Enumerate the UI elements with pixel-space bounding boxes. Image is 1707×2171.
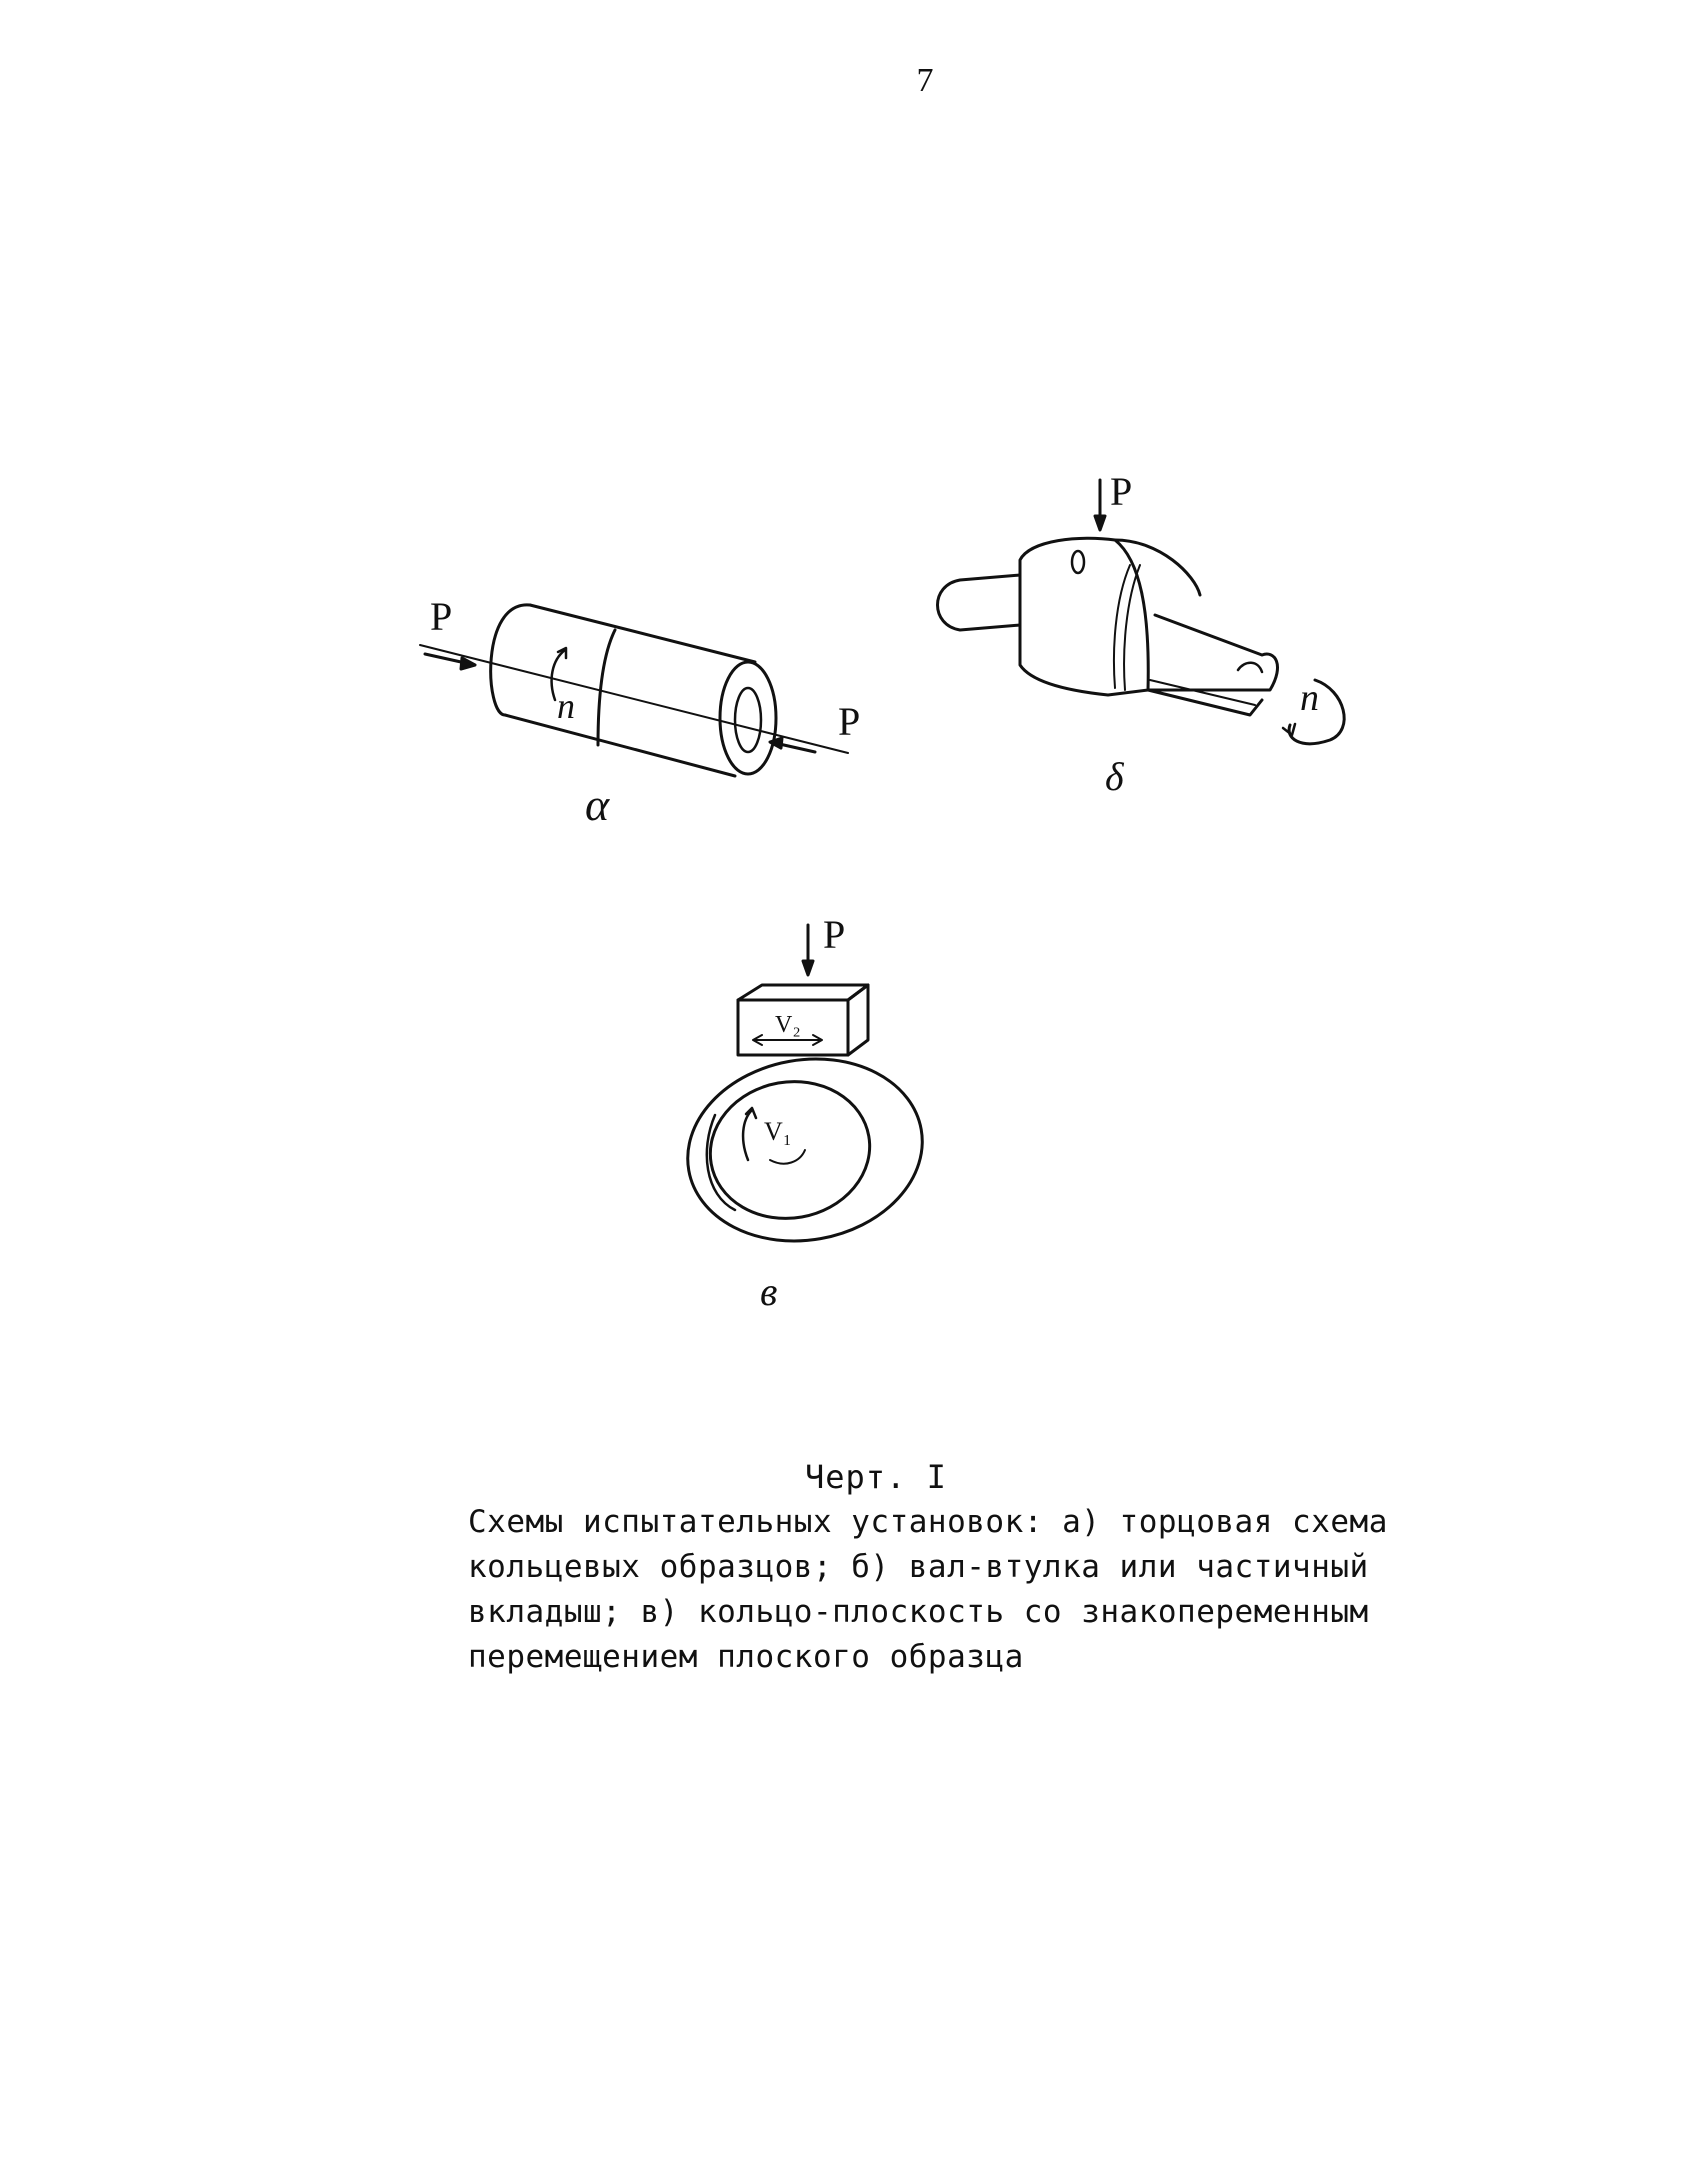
shaft-right-body bbox=[1148, 615, 1278, 690]
cylinder-top-edge bbox=[530, 605, 755, 662]
shaft-keyway bbox=[1150, 680, 1255, 705]
label-c: в bbox=[760, 1269, 778, 1314]
label-a: α bbox=[585, 779, 610, 830]
rotation-label-b: n bbox=[1300, 677, 1319, 719]
oil-hole bbox=[1072, 551, 1084, 573]
shaft-left-end bbox=[938, 575, 1021, 630]
figure-caption: Схемы испытательных установок: а) торцовая схема кольцевых образцов; б) вал-втулка или частичный вкладыш; в) кольцо-плоскость со знакопеременным перемещением плоского образца bbox=[468, 1504, 1388, 1675]
label-b: δ bbox=[1105, 754, 1124, 799]
page-number: 7 bbox=[916, 62, 934, 99]
block-side bbox=[848, 985, 868, 1055]
ring-split-line bbox=[598, 630, 615, 745]
rotation-label-a: n bbox=[557, 686, 575, 726]
force-label-a-left: P bbox=[430, 594, 453, 639]
diagram-a-ring-specimens bbox=[420, 594, 860, 830]
cylinder-left-end bbox=[491, 605, 530, 715]
bushing-top-arc bbox=[1115, 540, 1200, 595]
diagram-b-shaft-bushing bbox=[938, 469, 1345, 799]
shaft-notch bbox=[1238, 663, 1262, 672]
bushing-groove-1 bbox=[1114, 565, 1130, 688]
cylinder-bottom-edge bbox=[505, 715, 735, 776]
bushing-groove-2 bbox=[1124, 565, 1140, 690]
cylinder-bore bbox=[735, 688, 761, 752]
axis-line bbox=[420, 645, 848, 753]
figure-title: Черт. I bbox=[805, 1458, 947, 1496]
rotation-arrow-c bbox=[743, 1110, 752, 1160]
ring-inner bbox=[699, 1069, 880, 1231]
force-label-b: P bbox=[1110, 469, 1133, 514]
velocity-label-v2: V₂ bbox=[775, 1012, 801, 1038]
force-label-c: P bbox=[823, 912, 846, 957]
velocity-label-v1: V₁ bbox=[764, 1117, 792, 1146]
cylinder-right-end bbox=[720, 662, 776, 774]
diagram-c-ring-plane bbox=[673, 912, 937, 1314]
force-label-a-right: P bbox=[838, 699, 861, 744]
